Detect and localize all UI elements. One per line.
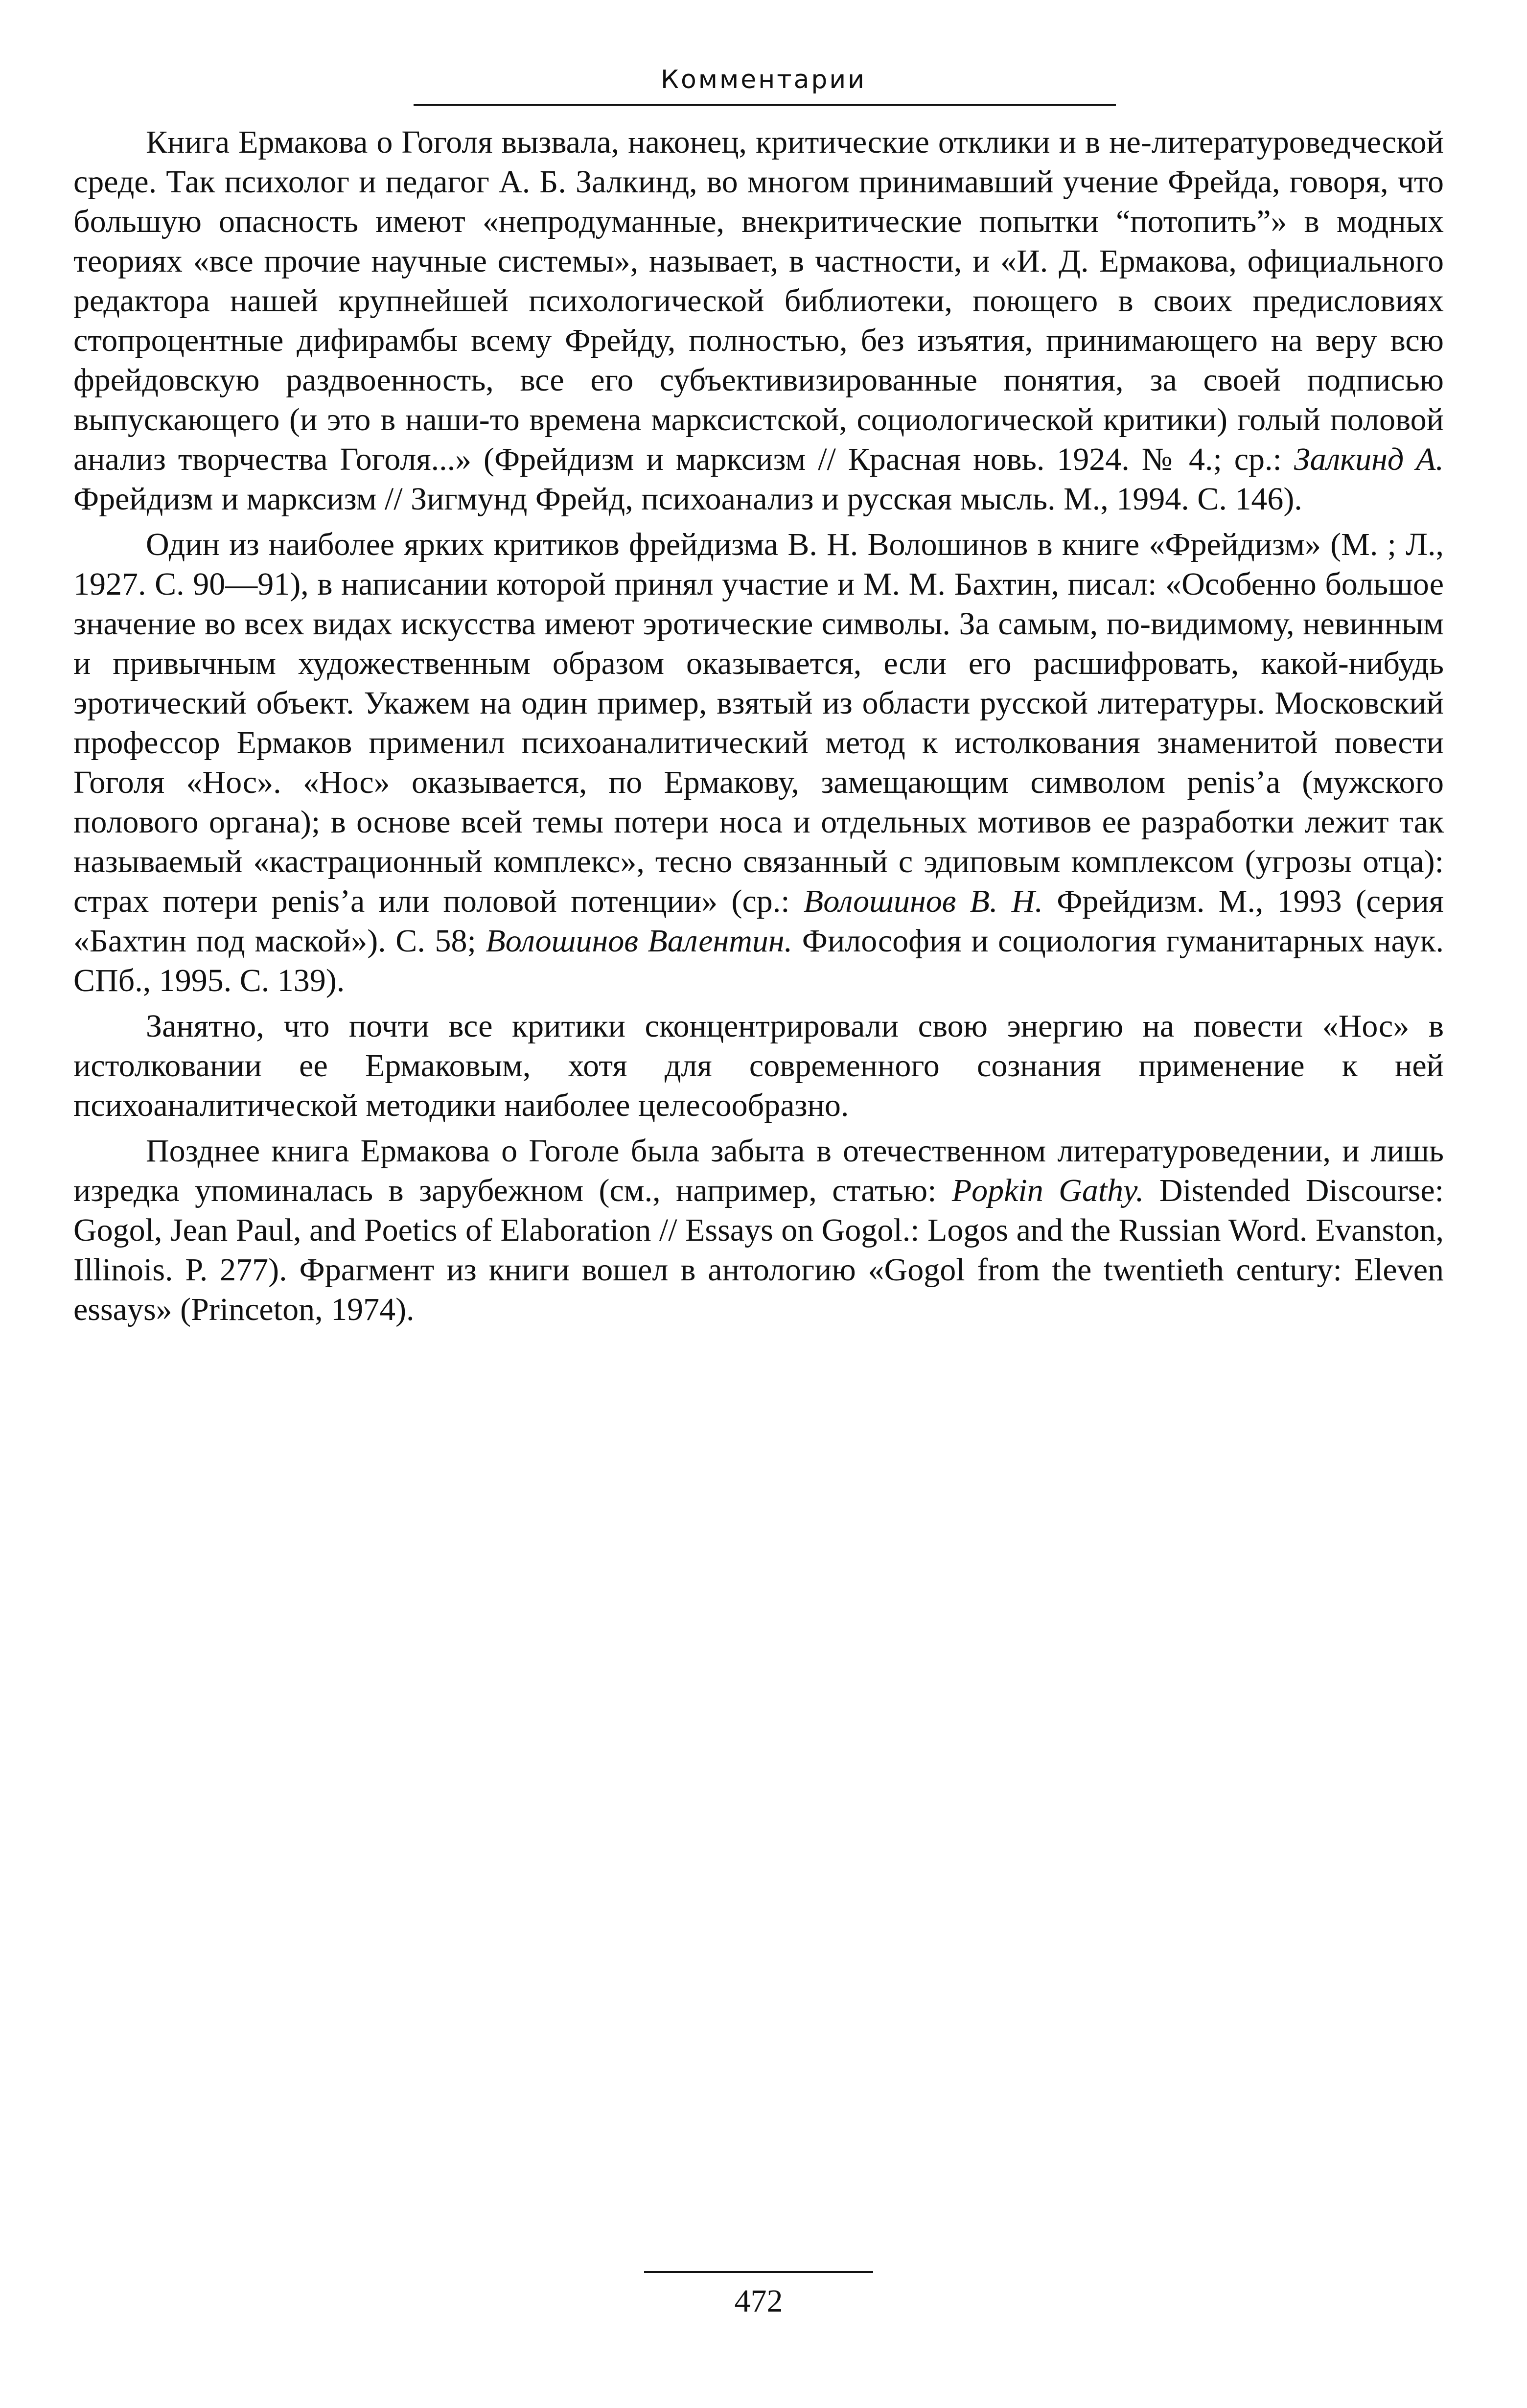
paragraph-1-tail: Фрейдизм и марксизм // Зигмунд Фрейд, психоанализ и русская мысль. М., 1994. С. 146).: [73, 481, 1302, 517]
paragraph-2-tail: Философия и социология гуманитарных наук. СПб., 1995. С. 139).: [73, 923, 1444, 998]
paragraph-2: [73, 525, 1444, 1000]
paragraph-1-italic-author: Залкинд А.: [1294, 441, 1444, 477]
paragraph-1-text: Книга Ермакова о Гоголя вызвала, наконец, критические отклики и в не-литературоведческой среде. Так психолог и педагог А. Б. Залкинд, во многом принимавший учение Фрейда, говоря, что большую опасность имеют «непродуманные, внекритические попытки “потопить”» в модных теориях «все прочие научные системы», называет, в частности, и «И. Д. Ермакова, официального редактора нашей крупнейшей психологической библиотеки, поющего в своих предисловиях стопроцентные дифирамбы всему Фрейду, полностью, без изъятия, принимающего на веру всю фрейдовскую раздвоенность, все его субъективизированные понятия, за своей подписью выпускающего (и это в наши-то времена марксистской, социологической критики) голый половой анализ творчества Гоголя...» (Фрейдизм и марксизм // Красная новь. 1924. № 4.; ср.:: [73, 124, 1444, 477]
paragraph-2-italic-author-2: Волошинов Валентин.: [486, 923, 793, 959]
paragraph-3: [73, 1006, 1444, 1125]
paragraph-3-text: Занятно, что почти все критики сконцентрировали свою энергию на повести «Нос» в истолковании ее Ермаковым, хотя для современного сознания применение к ней психоаналитической методики наиболее целесообразно.: [73, 1008, 1444, 1123]
paragraph-2-italic-author: Волошинов В. Н.: [803, 883, 1043, 919]
footer-rule: [644, 2271, 873, 2273]
paragraph-4-tail: Distended Discourse: Gogol, Jean Paul, and Poetics of Elaboration // Essays on Gogol.: Logos and the Russian Word. Evanston, Illinois. P. 277). Фрагмент из книги вошел в антологию «Gogol from the twentieth century: Eleven essays» (Princeton, 1974).: [73, 1173, 1444, 1327]
body-text: [73, 122, 1444, 1335]
running-head: Комментарии: [661, 65, 866, 94]
paragraph-4-italic-author: Popkin Gathy.: [951, 1173, 1144, 1208]
paragraph-1: [73, 122, 1444, 519]
page-number: 472: [734, 2283, 783, 2319]
paragraph-4: [73, 1131, 1444, 1329]
paragraph-2-text: Один из наиболее ярких критиков фрейдизма В. Н. Волошинов в книге «Фрейдизм» (М. ; Л., 1927. С. 90—91), в написании которой принял участие и М. М. Бахтин, писал: «Особенно большое значение во всех видах искусства имеют эротические символы. За самым, по-видимому, невинным и привычным художественным образом оказывается, если его расшифровать, какой-нибудь эротический объект. Укажем на один пример, взятый из области русской литературы. Московский профессор Ермаков применил психоаналитический метод к истолкования знаменитой повести Гоголя «Нос». «Нос» оказывается, по Ермакову, замещающим символом penis’a (мужского полового органа); в основе всей темы потери носа и отдельных мотивов ее разработки лежит так называемый «кастрационный комплекс», тесно связанный с эдиповым комплексом (угрозы отца): страх потери penis’a или половой потенции» (ср.:: [73, 527, 1444, 919]
paragraph-2-mid: Фрейдизм. М., 1993 (серия «Бахтин под маской»). С. 58;: [73, 883, 1444, 959]
paragraph-4-text: Позднее книга Ермакова о Гоголе была забыта в отечественном литературоведении, и лишь изредка упоминалась в зарубежном (см., например, статью:: [73, 1133, 1444, 1208]
header-rule: [414, 104, 1116, 106]
